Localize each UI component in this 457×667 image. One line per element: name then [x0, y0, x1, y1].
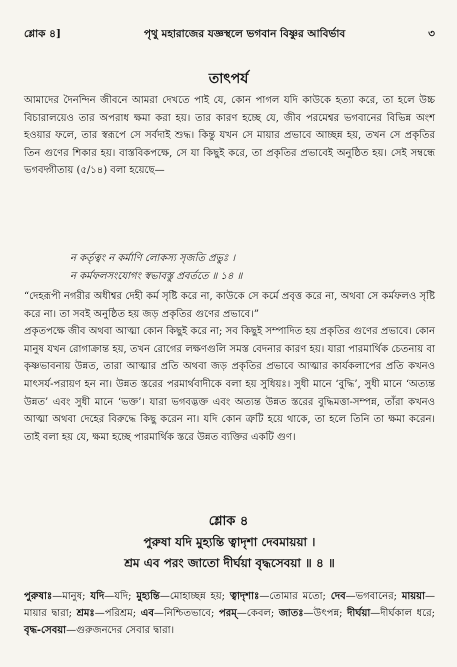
synonym-meaning: —পরিশ্রম; [94, 608, 141, 619]
synonym-meaning: —যদি; [104, 591, 137, 602]
synonym-word: যদি [90, 591, 105, 602]
quote-translation: “দেহরূপী নগরীর অধীশ্বর দেহী কর্ম সৃষ্টি করে না, কাউকে সে কর্মে প্রবৃত্ত করে না, অথবা সে কর্মফলও সৃষ্টি করে না। তা সবই অনুষ্ঠিত হয় জড় প্রকৃতির গুণের প্রভাবে।” [24, 291, 435, 320]
sanskrit-line-1: পুরুষা যদি মুহ্যন্তি ত্বাদৃশা দেবমায়য়া । [143, 535, 316, 549]
synonym-meaning: —মানুষ; [52, 591, 91, 602]
purport-text: প্রকৃতপক্ষে জীব অথবা আত্মা কোন কিছুই করে না; সব কিছুই সম্পাদিত হয় প্রকৃতির গুণের প্রভাবে। কোন মানুষ যখন রোগাক্রান্ত হয়, তখন রোগের লক্ষণগুলি সমস্ত বেদনার কারণ হয়। যারা পারমার্থিক চেতনায় বা কৃষ্ণভাবনায় উন্নত, তারা আত্মার প্রতি অথবা জড় প্রকৃতির প্রভাবে আত্মার কার্যকলাপের প্রতি কখনও মাৎসর্য-পরায়ণ হন না। উন্নত স্তরের পরমার্থবাদীকে বলা হয় সুধিয়ঃ। সুধী মানে ‘বুদ্ধি’, সুধী মানে ‘অত্যন্ত উন্নত’ এবং সুধী মানে ‘ভক্ত’। যারা ভগবদ্ভক্ত এবং অত্যন্ত উন্নত স্তরের বুদ্ধিমত্তা-সম্পন্ন, তাঁরা কখনও আত্মা অথবা দেহের বিরুদ্ধে কিছু করেন না। যদি কোন ত্রুটি হয়ে থাকে, তা হলে তিনি তা ক্ষমা করেন। তাই বলা হয় যে, ক্ষমা হচ্ছে পারমার্থিক স্তরে উন্নত ব্যক্তির একটি গুণ। [24, 326, 435, 443]
page-number: ৩ [428, 28, 435, 40]
synonym-meaning: —মায়ার দ্বারা; [24, 591, 435, 619]
gita-quote-line-1: ন কর্তৃত্বং ন কর্মাণি লোকস্য সৃজতি প্রভুঃ । [70, 253, 236, 264]
chapter-title: পৃথু মহারাজের যজ্ঞস্থলে ভগবান বিষ্ণুর আবির্ভাব [143, 28, 346, 40]
synonym-meaning: —নিশ্চিতভাবে; [153, 608, 219, 619]
running-head [24, 27, 435, 44]
word-for-word-synonyms [24, 588, 435, 639]
synonym-meaning: —মোহাচ্ছন্ন হয়; [159, 591, 230, 602]
synonym-word: বৃদ্ধ-সেবয়া [24, 625, 67, 636]
purport-heading: তাৎপর্য [208, 71, 249, 87]
synonym-word: এব [140, 608, 154, 619]
synonym-meaning: —ভগবানের; [345, 591, 402, 602]
synonym-meaning: —তোমার মতো; [259, 591, 331, 602]
synonym-word: দীর্ঘয়া [347, 608, 371, 619]
synonym-word: জাতঃ [278, 608, 304, 619]
synonym-meaning: —দীর্ঘকাল ধরে; [370, 608, 436, 619]
synonym-word: মায়য়া [401, 591, 425, 602]
purport-text: আমাদের দৈনন্দিন জীবনে আমরা দেখতে পাই যে, কোন পাগল যদি কাউকে হত্যা করে, তা হলে উচ্চ বিচারালয়েও তার অপরাধ ক্ষমা করা হয়। তার কারণ হচ্ছে যে, জীব পরমেশ্বর ভগবানের বিভিন্ন অংশ হওয়ার ফলে, তার স্বরূপে সে সর্বদাই শুদ্ধ। কিন্তু যখন সে মায়ার প্রভাবে আচ্ছন্ন হয়, তখন সে প্রকৃতির তিন গুণের শিকার হয়। বাস্তবিকপক্ষে, সে যা কিছুই করে, তা প্রকৃতির প্রভাবেই অনুষ্ঠিত হয়। সেই সম্বন্ধে ভগবদ্গীতায় (৫/১৪) বলা হয়েছে— [24, 95, 435, 177]
synonym-meaning: —কেবল; [236, 608, 279, 619]
sanskrit-line-2: শ্রম এব পরং জাতো দীর্ঘয়া বৃদ্ধসেবয়া ॥ ৪ ॥ [124, 556, 335, 570]
verse-heading: শ্লোক ৪ [208, 514, 249, 529]
synonym-meaning: —গুরুজনদের সেবার দ্বারা। [66, 625, 175, 636]
synonym-word: পরম্ [218, 608, 237, 619]
synonym-word: পুরুষাঃ [24, 591, 53, 602]
synonym-word: মুহ্যন্তি [136, 591, 160, 602]
synonym-word: ত্বাদৃশাঃ [229, 591, 260, 602]
synonym-word: দেব [330, 591, 346, 602]
verse-reference: শ্লোক ৪] [24, 28, 61, 40]
purport-paragraph-1 [24, 92, 435, 180]
purport-paragraph-2 [24, 288, 435, 446]
synonym-meaning: —উৎপন্ন; [303, 608, 348, 619]
gita-quote-line-2: ন কর্মফলসংযোগং স্বভাবস্তু প্রবর্ততে ॥ ১৪ ॥ [70, 271, 243, 282]
synonym-word: শ্রমঃ [76, 608, 95, 619]
